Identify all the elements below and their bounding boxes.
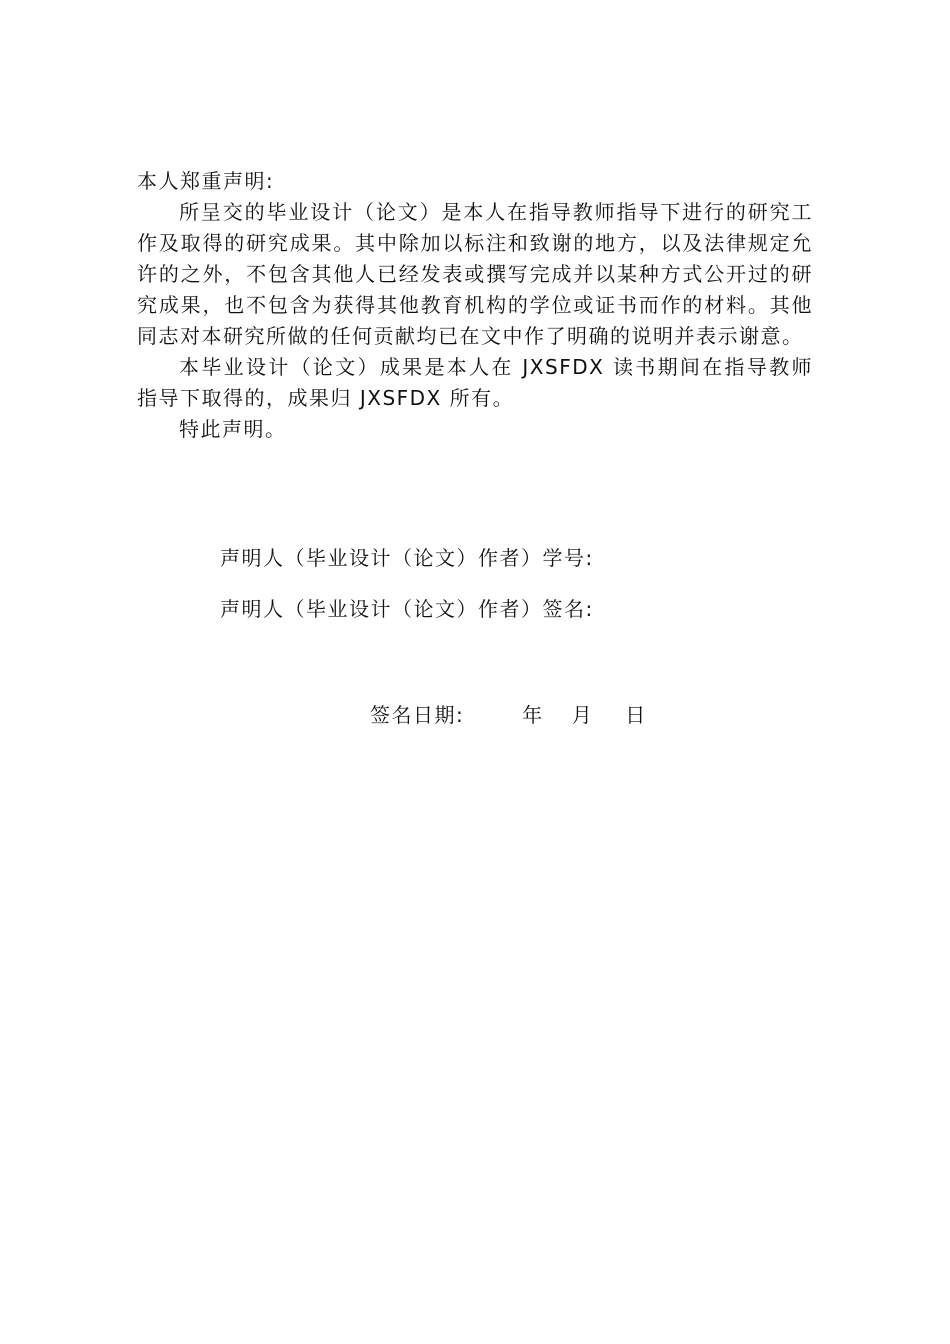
declaration-paragraph-2: 本毕业设计（论文）成果是本人在 JXSFDX 读书期间在指导教师指导下取得的，成果归 JXSFDX 所有。 (137, 355, 813, 410)
declaration-paragraph-1: 所呈交的毕业设计（论文）是本人在指导教师指导下进行的研究工作及取得的研究成果。其中除加以标注和致谢的地方，以及法律规定允许的之外，不包含其他人已经发表或撰写完成并以某种方式公开过的研究成果，也不包含为获得其他教育机构的学位或证书而作的材料。其他同志对本研究所做的任何贡献均已在文中作了明确的说明并表示谢意。 (137, 200, 813, 348)
month-label: 月 (571, 703, 594, 727)
student-id-label: 声明人（毕业设计（论文）作者）学号: (220, 546, 594, 570)
student-id-line (220, 544, 794, 572)
declaration-opening: 本人郑重声明: (137, 169, 275, 193)
year-label: 年 (522, 703, 544, 727)
declaration-body (137, 166, 813, 445)
month-blank[interactable] (544, 709, 572, 729)
signature-blank[interactable] (594, 603, 794, 623)
signature-date-line (370, 701, 647, 729)
declaration-closing: 特此声明。 (179, 417, 287, 441)
year-blank[interactable] (464, 709, 522, 729)
day-blank[interactable] (593, 709, 625, 729)
date-label: 签名日期: (370, 703, 465, 727)
signature-label: 声明人（毕业设计（论文）作者）签名: (220, 597, 594, 621)
student-id-blank[interactable] (594, 552, 794, 572)
day-label: 日 (625, 703, 647, 727)
signature-line (220, 595, 794, 623)
